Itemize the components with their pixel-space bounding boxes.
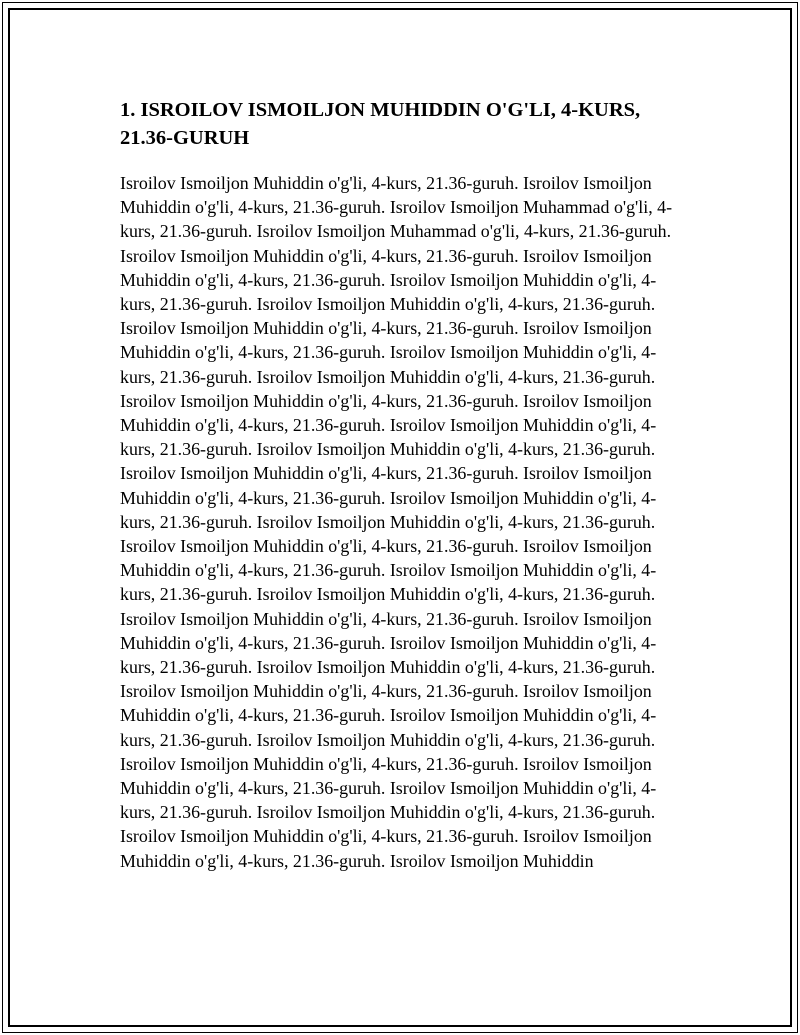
document-content (120, 96, 688, 945)
document-page (2, 2, 798, 1033)
body-paragraph: Isroilov Ismoiljon Muhiddin o'g'li, 4-kurs, 21.36-guruh. Isroilov Ismoiljon Muhiddin o'g'li, 4-kurs, 21.36-guruh. Isroilov Ismoiljon Muhammad o'g'li, 4-kurs, 21.36-guruh. Isroilov Ismoiljon Muhammad o'g'li, 4-kurs, 21.36-guruh. Isroilov Ismoiljon Muhiddin o'g'li, 4-kurs, 21.36-guruh. Isroilov Ismoiljon Muhiddin o'g'li, 4-kurs, 21.36-guruh. Isroilov Ismoiljon Muhiddin o'g'li, 4-kurs, 21.36-guruh. Isroilov Ismoiljon Muhiddin o'g'li, 4-kurs, 21.36-guruh. Isroilov Ismoiljon Muhiddin o'g'li, 4-kurs, 21.36-guruh. Isroilov Ismoiljon Muhiddin o'g'li, 4-kurs, 21.36-guruh. Isroilov Ismoiljon Muhiddin o'g'li, 4-kurs, 21.36-guruh. Isroilov Ismoiljon Muhiddin o'g'li, 4-kurs, 21.36-guruh. Isroilov Ismoiljon Muhiddin o'g'li, 4-kurs, 21.36-guruh. Isroilov Ismoiljon Muhiddin o'g'li, 4-kurs, 21.36-guruh. Isroilov Ismoiljon Muhiddin o'g'li, 4-kurs, 21.36-guruh. Isroilov Ismoiljon Muhiddin o'g'li, 4-kurs, 21.36-guruh. Isroilov Ismoiljon Muhiddin o'g'li, 4-kurs, 21.36-guruh. Isroilov Ismoiljon Muhiddin o'g'li, 4-kurs, 21.36-guruh. Isroilov Ismoiljon Muhiddin o'g'li, 4-kurs, 21.36-guruh. Isroilov Ismoiljon Muhiddin o'g'li, 4-kurs, 21.36-guruh. Isroilov Ismoiljon Muhiddin o'g'li, 4-kurs, 21.36-guruh. Isroilov Ismoiljon Muhiddin o'g'li, 4-kurs, 21.36-guruh. Isroilov Ismoiljon Muhiddin o'g'li, 4-kurs, 21.36-guruh. Isroilov Ismoiljon Muhiddin o'g'li, 4-kurs, 21.36-guruh. Isroilov Ismoiljon Muhiddin o'g'li, 4-kurs, 21.36-guruh. Isroilov Ismoiljon Muhiddin o'g'li, 4-kurs, 21.36-guruh. Isroilov Ismoiljon Muhiddin o'g'li, 4-kurs, 21.36-guruh. Isroilov Ismoiljon Muhiddin o'g'li, 4-kurs, 21.36-guruh. Isroilov Ismoiljon Muhiddin o'g'li, 4-kurs, 21.36-guruh. Isroilov Ismoiljon Muhiddin o'g'li, 4-kurs, 21.36-guruh. Isroilov Ismoiljon Muhiddin o'g'li, 4-kurs, 21.36-guruh. Isroilov Ismoiljon Muhiddin o'g'li, 4-kurs, 21.36-guruh. Isroilov Ismoiljon Muhiddin o'g'li, 4-kurs, 21.36-guruh. Isroilov Ismoiljon Muhiddin o'g'li, 4-kurs, 21.36-guruh. Isroilov Ismoiljon Muhiddin o'g'li, 4-kurs, 21.36-guruh. Isroilov Ismoiljon Muhiddin o'g'li, 4-kurs, 21.36-guruh. Isroilov Ismoiljon Muhiddin o'g'li, 4-kurs, 21.36-guruh. Isroilov Ismoiljon Muhiddin o'g'li, 4-kurs, 21.36-guruh. Isroilov Ismoiljon Muhiddin (120, 173, 673, 871)
section-heading: 1. ISROILOV ISMOILJON MUHIDDIN O'G'LI, 4-KURS, 21.36-GURUH (120, 99, 641, 149)
